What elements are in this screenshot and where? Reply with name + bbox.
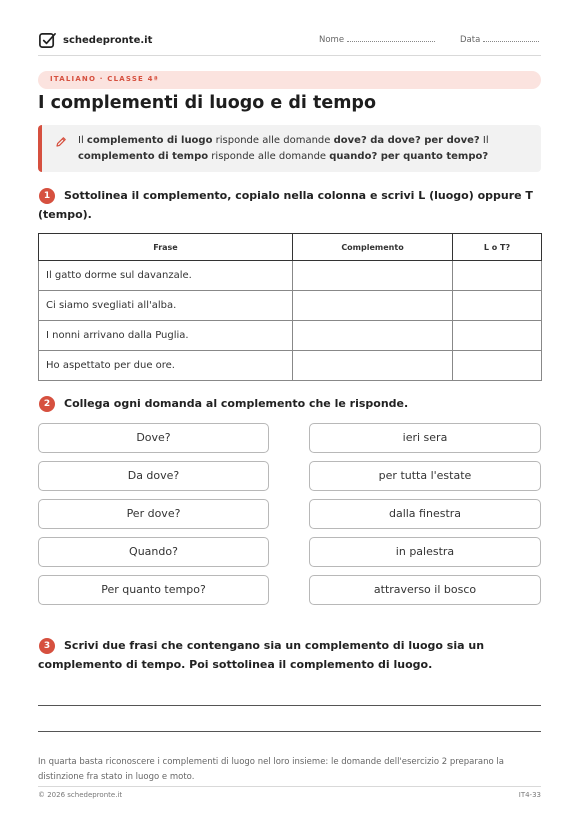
table-row — [39, 291, 542, 321]
complemento-answer-cell[interactable] — [293, 351, 453, 381]
date-field[interactable] — [460, 35, 539, 45]
footer-copyright: © 2026 schedepronte.it — [38, 791, 123, 799]
answer-box[interactable]: attraverso il bosco — [309, 575, 541, 605]
checkbox-icon — [38, 31, 57, 50]
question-box[interactable]: Per quanto tempo? — [38, 575, 269, 605]
info-box — [38, 125, 541, 172]
date-label: Data — [460, 35, 481, 45]
complemento-answer-cell[interactable] — [293, 261, 453, 291]
l-o-t-answer-cell[interactable] — [453, 321, 542, 351]
footer-code: IT4-33 — [518, 791, 541, 799]
sentence-cell: Ci siamo svegliati all'alba. — [39, 291, 293, 321]
exercise-3-instruction: Scrivi due frasi che contengano sia un complemento di luogo sia un complemento di tempo. Poi sottolinea il complemento di luogo. — [38, 639, 485, 671]
question-box[interactable]: Quando? — [38, 537, 269, 567]
l-o-t-answer-cell[interactable] — [453, 261, 542, 291]
answer-box[interactable]: ieri sera — [309, 423, 541, 453]
subject-banner — [38, 71, 541, 89]
page-title: I complementi di luogo e di tempo — [38, 93, 376, 113]
writing-line[interactable] — [38, 705, 541, 706]
column-header-frase: Frase — [39, 234, 293, 261]
table-row — [39, 351, 542, 381]
answer-box[interactable]: per tutta l'estate — [309, 461, 541, 491]
table-row — [39, 261, 542, 291]
page-header — [38, 28, 541, 56]
writing-line[interactable] — [38, 731, 541, 732]
column-header-complemento: Complemento — [293, 234, 453, 261]
exercise-2-number: 2 — [39, 396, 55, 412]
l-o-t-answer-cell[interactable] — [453, 351, 542, 381]
table-header-row — [39, 234, 542, 261]
name-blank[interactable] — [347, 41, 435, 42]
question-box[interactable]: Per dove? — [38, 499, 269, 529]
teacher-note: In quarta basta riconoscere i complementi di luogo nel loro insieme: le domande dell'esercizio 2 preparano la distinzione fra stato in luogo e moto. — [38, 757, 504, 782]
exercise-1-table — [38, 233, 542, 381]
sentence-cell: I nonni arrivano dalla Puglia. — [39, 321, 293, 351]
l-o-t-answer-cell[interactable] — [453, 291, 542, 321]
name-field[interactable] — [319, 35, 435, 45]
complemento-answer-cell[interactable] — [293, 291, 453, 321]
logo — [38, 31, 152, 50]
answer-box[interactable]: dalla finestra — [309, 499, 541, 529]
pencil-icon — [55, 136, 67, 148]
question-box[interactable]: Dove? — [38, 423, 269, 453]
date-blank[interactable] — [483, 41, 539, 42]
complemento-answer-cell[interactable] — [293, 321, 453, 351]
subject-label: ITALIANO · CLASSE 4ª — [50, 75, 159, 83]
column-header-l-o-t: L o T? — [453, 234, 542, 261]
question-box[interactable]: Da dove? — [38, 461, 269, 491]
table-row — [39, 321, 542, 351]
name-label: Nome — [319, 35, 345, 45]
info-text: Il complemento di luogo risponde alle domande dove? da dove? per dove? Il complemento di tempo risponde alle domande quando? per quanto tempo? — [78, 135, 489, 162]
sentence-cell: Il gatto dorme sul davanzale. — [39, 261, 293, 291]
sentence-cell: Ho aspettato per due ore. — [39, 351, 293, 381]
exercise-1-number: 1 — [39, 188, 55, 204]
exercise-1-instruction: Sottolinea il complemento, copialo nella colonna e scrivi L (luogo) oppure T (tempo). — [38, 189, 533, 221]
footer-divider — [38, 786, 541, 787]
exercise-2-instruction: Collega ogni domanda al complemento che le risponde. — [64, 397, 409, 410]
answer-box[interactable]: in palestra — [309, 537, 541, 567]
exercise-3-number: 3 — [39, 638, 55, 654]
site-name: schedepronte.it — [63, 35, 153, 46]
